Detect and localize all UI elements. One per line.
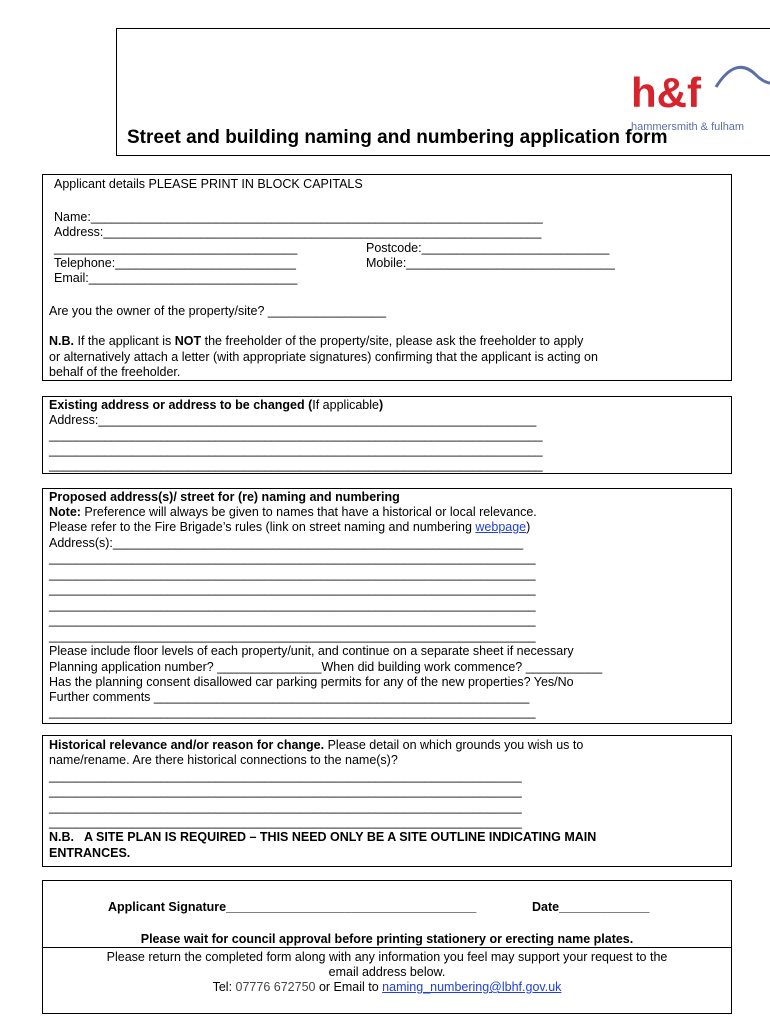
applicant-signature-field[interactable]: Applicant Signature____________________________________ [108,900,477,914]
fire-brigade-note: Please refer to the Fire Brigade’s rules (link on street naming and numbering webpage) [49,520,531,534]
proposed-address-line[interactable]: ______________________________________________________________________ [49,629,536,643]
logo-mark: h&f [631,69,701,116]
river-swoosh-icon [716,67,770,87]
address-line-2[interactable]: ___________________________________ [54,241,298,255]
historical-question: name/rename. Are there historical connections to the name(s)? [49,753,398,767]
email-field[interactable]: Email:______________________________ [54,271,298,285]
contact-line: Tel: 07776 672750 or Email to naming_numbering@lbhf.gov.uk [212,980,562,994]
nb-freeholder-line1: N.B. If the applicant is NOT the freeholder of the property/site, please ask the freeholder to apply [49,334,584,348]
historical-section [42,735,732,867]
parking-permits-question[interactable]: Has the planning consent disallowed car parking permits for any of the new properties? Yes/No [49,675,574,689]
historical-line[interactable]: ____________________________________________________________________ [49,800,522,814]
nb-freeholder-line3: behalf of the freeholder. [49,365,181,379]
existing-address-line[interactable]: _______________________________________________________________________ [49,428,543,442]
telephone-number: 07776 672750 [235,980,316,994]
proposed-address-line[interactable]: ______________________________________________________________________ [49,613,536,627]
signature-section [42,880,732,948]
page-title: Street and building naming and numbering application form [127,127,668,148]
applicant-section [42,174,732,381]
applicant-heading: Applicant details PLEASE PRINT IN BLOCK CAPITALS [54,177,363,191]
proposed-address-line[interactable]: ______________________________________________________________________ [49,598,536,612]
proposed-heading: Proposed address(s)/ street for (re) naming and numbering [49,490,400,504]
logo-subtitle: hammersmith & fulham [631,121,745,133]
proposed-address-line[interactable]: ______________________________________________________________________ [49,582,536,596]
existing-address-line[interactable]: _______________________________________________________________________ [49,443,543,457]
floor-levels-note: Please include floor levels of each property/unit, and continue on a separate sheet if necessary [49,644,574,658]
webpage-link[interactable]: webpage [475,520,527,534]
historical-line[interactable]: ____________________________________________________________________ [49,769,522,783]
historical-line[interactable]: ____________________________________________________________________ [49,784,522,798]
mobile-field[interactable]: Mobile:______________________________ [366,256,615,270]
approval-wait-note: Please wait for council approval before printing stationery or erecting name plates. [140,932,634,946]
site-plan-note-line1: N.B. A SITE PLAN IS REQUIRED – THIS NEED ONLY BE A SITE OUTLINE INDICATING MAIN [49,830,597,844]
header-box [116,28,770,156]
existing-address-field[interactable]: Address:_______________________________________________________________ [49,413,537,427]
existing-address-line[interactable]: _______________________________________________________________________ [49,458,543,472]
existing-heading: Existing address or address to be changed (If applicable) [49,398,384,412]
return-note-line2: email address below. [328,965,446,979]
nb-freeholder-line2: or alternatively attach a letter (with appropriate signatures) confirming that the applicant is acting on [49,350,598,364]
address-field[interactable]: Address:_______________________________________________________________ [54,225,542,239]
planning-application-field[interactable]: Planning application number? _______________When did building work commence? ___________ [49,660,603,674]
proposed-address-section [42,488,732,724]
hf-logo [631,45,770,125]
return-note-line1: Please return the completed form along with any information you feel may support your request to the [106,950,668,964]
proposed-address-line[interactable]: ______________________________________________________________________ [49,551,536,565]
further-comments-field[interactable]: Further comments ______________________________________________________ [49,690,530,704]
name-field[interactable]: Name:_________________________________________________________________ [54,210,543,224]
historical-line[interactable]: ____________________________________________________________________ [49,815,522,829]
historical-heading: Historical relevance and/or reason for change. Please detail on which grounds you wish us to [49,738,584,752]
proposed-note: Note: Preference will always be given to names that have a historical or local relevance. [49,505,537,519]
site-plan-note-line2: ENTRANCES. [49,846,131,860]
postcode-field[interactable]: Postcode:___________________________ [366,241,610,255]
existing-address-section [42,396,732,474]
date-field[interactable]: Date_____________ [532,900,650,914]
proposed-addresses-field[interactable]: Address(s):___________________________________________________________ [49,536,524,550]
further-comments-line[interactable]: ______________________________________________________________________ [49,705,536,719]
email-link[interactable]: naming_numbering@lbhf.gov.uk [382,980,562,994]
telephone-field[interactable]: Telephone:__________________________ [54,256,296,270]
owner-question[interactable]: Are you the owner of the property/site? _________________ [49,304,387,318]
return-info-section [42,947,732,1014]
proposed-address-line[interactable]: ______________________________________________________________________ [49,567,536,581]
